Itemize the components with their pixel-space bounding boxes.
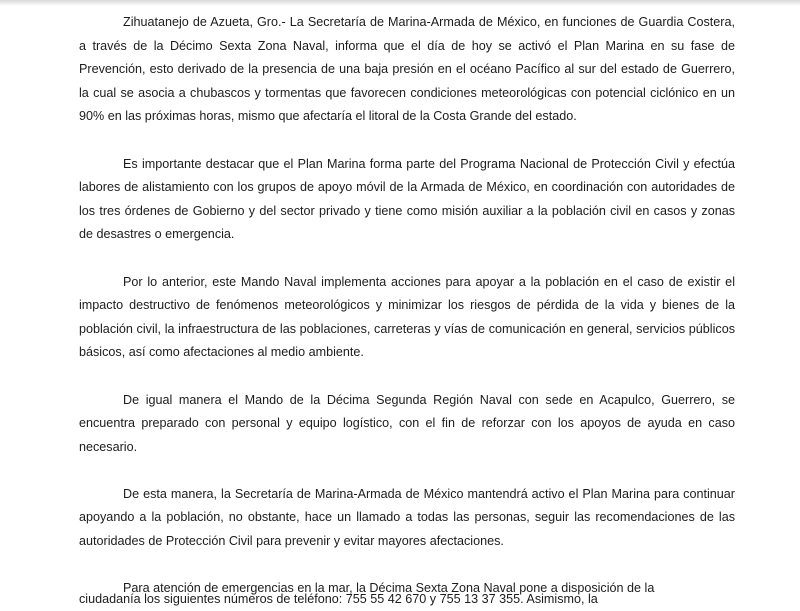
paragraph-naval-region-support: De igual manera el Mando de la Décima Segunda Región Naval con sede en Acapulco, Guerrero, se encuentra preparado con personal y equipo logístico, con el fin de reforzar con los apoyos de ayuda en caso necesario.	[79, 392, 735, 454]
paragraph-emergency-contact: Para atención de emergencias en la mar, la Décima Sexta Zona Naval pone a disposición de la	[123, 581, 655, 596]
paragraph-naval-command-actions: Por lo anterior, este Mando Naval implementa acciones para apoyar a la población en el caso de existir el impacto destructivo de fenómenos meteorológicos y minimizar los riesgos de pérdida de la vida y bienes de la población civil, la infraestructura de las poblaciones, carreteras y vías de comunicación en general, servicios públicos básicos, así como afectaciones al medio ambiente.	[79, 274, 735, 360]
paragraph-plan-marina-description: Es importante destacar que el Plan Marina forma parte del Programa Nacional de Protección Civil y efectúa labores de alistamiento con los grupos de apoyo móvil de la Armada de México, en coordinación con autoridades de los tres órdenes de Gobierno y del sector privado y tiene como misión auxiliar a la población civil en casos y zonas de desastres o emergencia.	[79, 156, 735, 242]
cut-off-text-line	[79, 591, 735, 611]
paragraph-civil-protection-call: De esta manera, la Secretaría de Marina-Armada de México mantendrá activo el Plan Marina para continuar apoyando a la población, no obstante, hace un llamado a todas las personas, seguir las recomendaciones de las autoridades de Protección Civil para prevenir y evitar mayores afectaciones.	[79, 486, 735, 549]
cut-off-text: ciudadanía los siguientes números de teléfono: 755 55 42 670 y 755 13 37 355. Asimismo, la	[79, 591, 598, 606]
paragraph-plan-marina-activation: Zihuatanejo de Azueta, Gro.- La Secretaría de Marina-Armada de México, en funciones de Guardia Costera, a través de la Décimo Sexta Zona Naval, informa que el día de hoy se activó el Plan Marina en su fase de Prevención, esto derivado de la presencia de una baja presión en el océano Pacífico al sur del estado de Guerrero, la cual se asocia a chubascos y tormentas que favorecen condiciones meteorológicas con potencial ciclónico en un 90% en las próximas horas, mismo que afectaría el litoral de la Costa Grande del estado.	[79, 15, 735, 124]
top-shadow	[0, 0, 800, 6]
press-release-body	[79, 11, 735, 611]
